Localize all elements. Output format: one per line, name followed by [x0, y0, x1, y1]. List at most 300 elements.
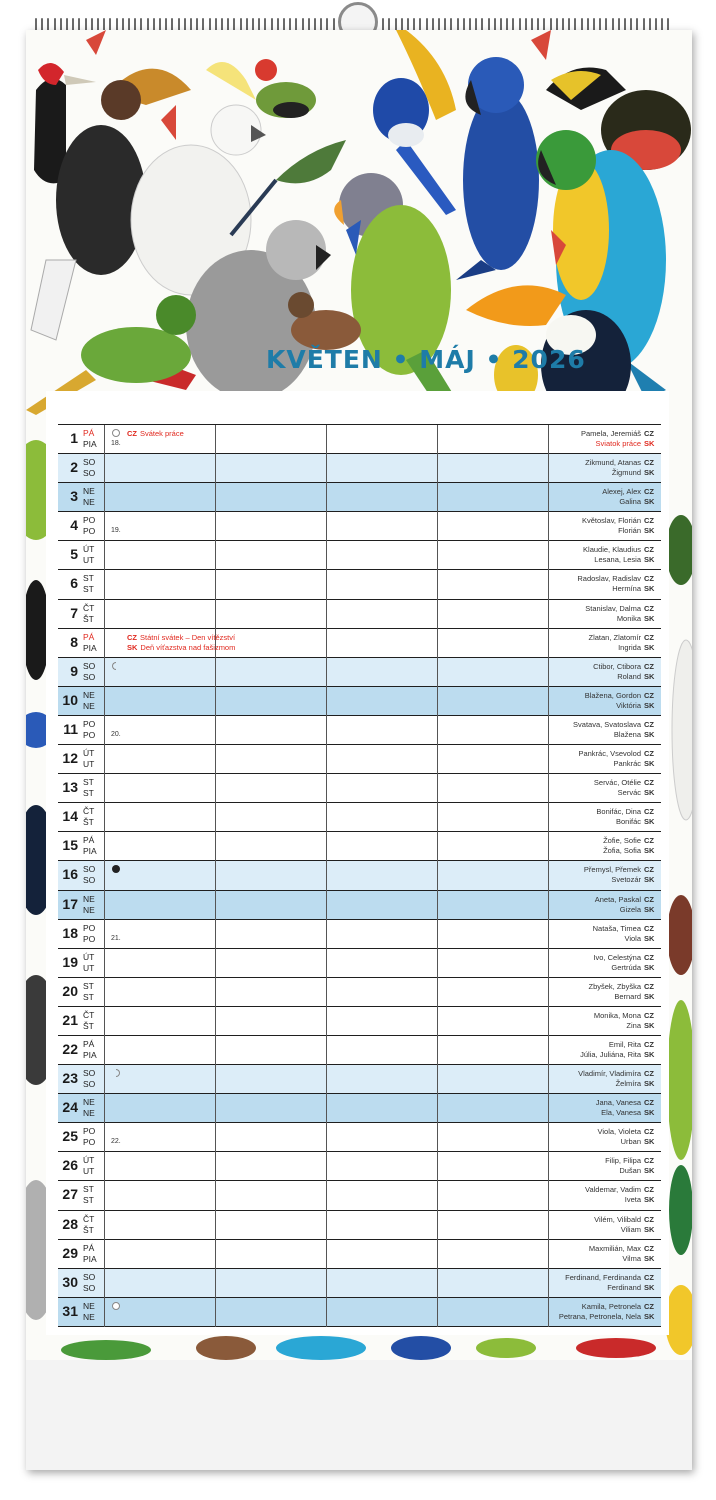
day-row[interactable]: [58, 978, 661, 1007]
column-divider: [548, 600, 549, 629]
column-divider: [326, 1298, 327, 1327]
day-abbr-cz: PO: [83, 922, 96, 933]
day-row[interactable]: [58, 687, 661, 716]
name-day-lang-cz: CZ: [644, 1069, 654, 1079]
day-abbreviation: [83, 894, 95, 916]
name-day-lang-sk: SK: [644, 933, 655, 943]
leaf-decoration: [86, 30, 106, 55]
name-days: [565, 1273, 657, 1293]
column-divider: [437, 425, 438, 454]
column-divider: [104, 454, 105, 483]
day-abbreviation: [83, 603, 94, 625]
column-divider: [437, 1269, 438, 1298]
name-days: [596, 1098, 657, 1118]
day-abbreviation: [83, 486, 95, 508]
name-day-lang-cz: CZ: [644, 1156, 654, 1166]
column-divider: [104, 1181, 105, 1210]
column-divider: [215, 483, 216, 512]
column-divider: [326, 1065, 327, 1094]
day-number: 6: [70, 575, 78, 592]
column-divider: [326, 1211, 327, 1240]
column-divider: [104, 1007, 105, 1036]
column-divider: [326, 1094, 327, 1123]
name-day-sk: Ela, Vanesa: [601, 1108, 641, 1118]
name-day-cz: Klaudie, Klaudius: [583, 545, 641, 555]
day-number: 21: [62, 1011, 78, 1028]
day-number: 26: [62, 1157, 78, 1174]
name-day-lang-cz: CZ: [644, 981, 654, 991]
day-row[interactable]: [58, 1240, 661, 1269]
moon-phase-full-icon: [112, 1302, 120, 1310]
day-number: 15: [62, 837, 78, 854]
name-day-sk: Iveta: [624, 1195, 641, 1205]
day-number: 22: [62, 1040, 78, 1057]
day-abbreviation: [83, 835, 97, 857]
name-days: [581, 429, 657, 449]
day-row[interactable]: [58, 716, 661, 745]
day-abbr-cz: ST: [83, 1184, 94, 1195]
bottom-bird-5: [476, 1338, 536, 1358]
side-bird-right-2: [667, 895, 692, 975]
name-day-cz: Zlatan, Zlatomír: [588, 632, 641, 642]
name-day-sk: Urban: [620, 1137, 641, 1147]
column-divider: [326, 1152, 327, 1181]
day-row[interactable]: [58, 570, 661, 599]
day-abbr-sk: SO: [83, 671, 96, 682]
day-abbr-sk: UT: [83, 759, 95, 770]
day-number: 19: [62, 953, 78, 970]
day-abbreviation: [83, 1010, 94, 1032]
column-divider: [548, 920, 549, 949]
day-number: 12: [62, 750, 78, 767]
day-abbr-cz: ÚT: [83, 544, 95, 555]
name-day-sk: Petrana, Petronela, Nela: [558, 1311, 641, 1321]
column-divider: [215, 1152, 216, 1181]
name-day-lang-cz: CZ: [644, 487, 654, 497]
name-days: [584, 865, 657, 885]
column-divider: [326, 629, 327, 658]
column-divider: [215, 891, 216, 920]
column-divider: [104, 658, 105, 687]
day-abbr-sk: UT: [83, 1166, 95, 1177]
name-day-lang-cz: CZ: [644, 719, 654, 729]
name-day-cz: Žofie, Sofie: [603, 836, 641, 846]
column-divider: [104, 600, 105, 629]
column-divider: [548, 716, 549, 745]
planner-grid: [58, 424, 661, 1327]
column-divider: [326, 570, 327, 599]
name-day-lang-sk: SK: [644, 788, 655, 798]
day-row[interactable]: [58, 832, 661, 861]
column-divider: [437, 920, 438, 949]
column-divider: [437, 774, 438, 803]
day-number: 7: [70, 604, 78, 621]
day-row[interactable]: [58, 1211, 661, 1240]
column-divider: [326, 920, 327, 949]
name-day-sk: Monika: [616, 613, 641, 623]
name-day-lang-sk: SK: [644, 468, 655, 478]
column-divider: [104, 1240, 105, 1269]
column-divider: [437, 1240, 438, 1269]
day-abbr-sk: ST: [83, 1195, 94, 1206]
day-number: 18: [62, 924, 78, 941]
name-day-lang-sk: SK: [644, 1224, 655, 1234]
day-row[interactable]: [58, 949, 661, 978]
column-divider: [548, 512, 549, 541]
week-number: 19.: [111, 527, 121, 535]
column-divider: [437, 1036, 438, 1065]
day-abbr-cz: SO: [83, 457, 96, 468]
column-divider: [437, 541, 438, 570]
column-divider: [548, 978, 549, 1007]
column-divider: [215, 687, 216, 716]
day-row[interactable]: [58, 1094, 661, 1123]
day-abbreviation: [83, 573, 94, 595]
name-day-lang-cz: CZ: [644, 807, 654, 817]
moon-phase-new-icon: [112, 865, 120, 873]
column-divider: [215, 541, 216, 570]
sparrow-bird: [288, 292, 361, 350]
column-divider: [215, 949, 216, 978]
day-abbr-sk: NE: [83, 700, 95, 711]
firetail-finch-bird: [255, 59, 316, 118]
name-day-cz: Jana, Vanesa: [595, 1098, 641, 1108]
day-row[interactable]: [58, 920, 661, 949]
day-abbr-cz: ÚT: [83, 748, 95, 759]
name-day-cz: Ctibor, Ctibora: [593, 661, 641, 671]
day-abbr-sk: ŠT: [83, 1020, 94, 1031]
day-number: 9: [70, 662, 78, 679]
column-divider: [104, 891, 105, 920]
name-day-lang-cz: CZ: [644, 1185, 654, 1195]
day-abbr-sk: PO: [83, 1137, 96, 1148]
day-abbr-cz: NE: [83, 689, 95, 700]
column-divider: [326, 1240, 327, 1269]
day-row[interactable]: [58, 1036, 661, 1065]
column-divider: [215, 1094, 216, 1123]
day-abbr-sk: PO: [83, 933, 96, 944]
column-divider: [437, 483, 438, 512]
day-abbreviation: [83, 1184, 94, 1206]
day-abbreviation: [83, 1272, 95, 1294]
name-days: [594, 1011, 657, 1031]
day-row[interactable]: [58, 1298, 661, 1327]
name-day-sk: Vilma: [622, 1253, 641, 1263]
day-abbr-sk: PO: [83, 729, 96, 740]
name-days: [559, 1302, 657, 1322]
column-divider: [437, 949, 438, 978]
column-divider: [104, 687, 105, 716]
column-divider: [215, 512, 216, 541]
name-days: [596, 807, 657, 827]
day-abbreviation: [83, 1039, 97, 1061]
day-abbr-cz: ST: [83, 980, 94, 991]
column-divider: [215, 1240, 216, 1269]
name-days: [605, 1156, 657, 1176]
column-divider: [326, 425, 327, 454]
holiday-lang-cz: CZ: [127, 632, 137, 642]
column-divider: [548, 949, 549, 978]
day-row[interactable]: [58, 600, 661, 629]
name-days: [588, 633, 657, 653]
bottom-bird-4: [391, 1336, 451, 1360]
name-day-cz: Filip, Filipa: [605, 1156, 641, 1166]
column-divider: [104, 745, 105, 774]
column-divider: [104, 949, 105, 978]
column-divider: [215, 1065, 216, 1094]
holiday-note: [127, 429, 184, 439]
name-day-cz: Valdemar, Vadim: [585, 1185, 641, 1195]
column-divider: [104, 920, 105, 949]
name-day-sk: Viola: [624, 933, 641, 943]
name-day-cz: Zikmund, Atanas: [585, 458, 641, 468]
day-row[interactable]: [58, 658, 661, 687]
name-day-lang-cz: CZ: [644, 1301, 654, 1311]
holiday-cz: Svátek práce: [140, 429, 184, 438]
hyacinth-macaw-bird: [456, 57, 539, 280]
column-divider: [437, 1152, 438, 1181]
day-abbr-sk: PIA: [83, 439, 97, 449]
name-day-lang-sk: SK: [644, 904, 655, 914]
column-divider: [215, 745, 216, 774]
day-number: 3: [70, 488, 78, 505]
name-day-lang-cz: CZ: [644, 1127, 654, 1137]
name-day-lang-cz: CZ: [644, 778, 654, 788]
day-abbreviation: [83, 544, 94, 566]
column-divider: [104, 1269, 105, 1298]
day-number: 14: [62, 808, 78, 825]
day-row[interactable]: [58, 1181, 661, 1210]
day-abbr-cz: ČT: [83, 806, 95, 817]
day-number: 25: [62, 1128, 78, 1145]
name-day-lang-sk: SK: [644, 555, 655, 565]
day-row[interactable]: [58, 1065, 661, 1094]
name-day-cz: Aneta, Paskal: [594, 894, 641, 904]
name-day-lang-cz: CZ: [644, 1039, 654, 1049]
column-divider: [215, 1007, 216, 1036]
name-day-sk: Želmíra: [615, 1079, 641, 1089]
day-row[interactable]: [58, 425, 661, 454]
name-days: [603, 836, 657, 856]
day-row[interactable]: [58, 512, 661, 541]
name-day-cz: Nataša, Timea: [592, 923, 641, 933]
column-divider: [104, 1211, 105, 1240]
column-divider: [326, 803, 327, 832]
column-divider: [215, 1123, 216, 1152]
name-day-lang-cz: CZ: [644, 865, 654, 875]
name-day-lang-cz: CZ: [644, 923, 654, 933]
column-divider: [326, 861, 327, 890]
day-abbr-cz: ÚT: [83, 951, 95, 962]
name-day-sk: Gertrúda: [611, 962, 641, 972]
day-row[interactable]: [58, 1007, 661, 1036]
column-divider: [215, 978, 216, 1007]
bottom-bird-3: [276, 1336, 366, 1360]
day-abbr-sk: ŠT: [83, 817, 94, 828]
day-abbreviation: [83, 1126, 95, 1148]
name-day-cz: Pankrác, Vsevolod: [578, 749, 641, 759]
day-abbreviation: [83, 981, 94, 1003]
side-bird-right-3: [669, 1165, 692, 1255]
moon-phase-full-icon: [112, 429, 120, 437]
name-day-cz: Emil, Rita: [608, 1039, 641, 1049]
day-abbr-cz: NE: [83, 893, 95, 904]
name-days: [578, 749, 657, 769]
name-day-sk: Sviatok práce: [595, 439, 641, 448]
column-divider: [548, 774, 549, 803]
column-divider: [548, 570, 549, 599]
name-day-lang-cz: CZ: [644, 1272, 654, 1282]
column-divider: [104, 1152, 105, 1181]
day-row[interactable]: [58, 483, 661, 512]
name-day-cz: Ivo, Celestýna: [593, 952, 641, 962]
name-day-lang-sk: SK: [644, 817, 655, 827]
name-day-lang-sk: SK: [644, 991, 655, 1001]
column-divider: [215, 861, 216, 890]
day-abbreviation: [83, 777, 94, 799]
column-divider: [437, 1007, 438, 1036]
day-abbr-cz: PÁ: [83, 1242, 95, 1253]
column-divider: [104, 803, 105, 832]
name-day-sk: Gizela: [619, 904, 641, 914]
name-day-sk: Bernard: [614, 991, 641, 1001]
day-number: 10: [62, 691, 78, 708]
name-day-sk: Roland: [617, 671, 641, 681]
column-divider: [326, 1007, 327, 1036]
day-row[interactable]: [58, 774, 661, 803]
column-divider: [104, 716, 105, 745]
name-day-sk: Dušan: [619, 1166, 641, 1176]
name-days: [577, 574, 657, 594]
name-day-lang-sk: SK: [644, 1108, 655, 1118]
name-day-lang-sk: SK: [644, 846, 655, 856]
day-abbreviation: [83, 923, 95, 945]
month-title: KVĚTEN • MÁJ • 2026: [266, 345, 586, 374]
day-abbr-cz: NE: [83, 486, 95, 497]
column-divider: [548, 1007, 549, 1036]
name-day-cz: Vilém, Vilibald: [594, 1214, 641, 1224]
column-divider: [215, 774, 216, 803]
name-day-cz: Viola, Violeta: [597, 1127, 641, 1137]
day-row[interactable]: [58, 1123, 661, 1152]
name-day-lang-sk: SK: [644, 1195, 655, 1205]
day-abbreviation: [83, 457, 95, 479]
day-abbr-sk: UT: [83, 962, 95, 973]
name-day-lang-cz: CZ: [644, 516, 654, 526]
day-row[interactable]: [58, 861, 661, 890]
day-abbr-cz: ST: [83, 573, 94, 584]
day-number: 30: [62, 1273, 78, 1290]
name-day-lang-sk: SK: [644, 875, 655, 885]
column-divider: [548, 658, 549, 687]
column-divider: [104, 1123, 105, 1152]
column-divider: [215, 1211, 216, 1240]
day-row[interactable]: [58, 454, 661, 483]
column-divider: [437, 1298, 438, 1327]
day-number: 24: [62, 1099, 78, 1116]
name-day-lang-cz: CZ: [644, 458, 654, 468]
column-divider: [215, 1036, 216, 1065]
column-divider: [548, 1269, 549, 1298]
day-row[interactable]: [58, 1152, 661, 1181]
name-days: [573, 720, 657, 740]
day-row[interactable]: [58, 803, 661, 832]
column-divider: [215, 425, 216, 454]
name-days: [597, 1127, 657, 1147]
column-divider: [437, 1211, 438, 1240]
holiday-note: [127, 633, 235, 653]
day-abbr-cz: NE: [83, 1300, 95, 1311]
column-divider: [104, 541, 105, 570]
name-day-lang-cz: CZ: [644, 952, 654, 962]
column-divider: [437, 891, 438, 920]
name-days: [582, 516, 657, 536]
name-days: [588, 982, 657, 1002]
day-row[interactable]: [58, 745, 661, 774]
day-row[interactable]: [58, 541, 661, 570]
column-divider: [104, 1094, 105, 1123]
column-divider: [326, 891, 327, 920]
name-day-cz: Stanislav, Dalma: [585, 603, 641, 613]
name-day-sk: Viktória: [616, 700, 641, 710]
day-abbr-sk: NE: [83, 1311, 95, 1322]
name-day-sk: Viliam: [620, 1224, 641, 1234]
planner-panel: [46, 391, 669, 1335]
day-abbr-cz: PÁ: [83, 428, 95, 438]
day-row[interactable]: [58, 1269, 661, 1298]
column-divider: [326, 774, 327, 803]
name-day-cz: Bonifác, Dina: [596, 807, 641, 817]
day-row[interactable]: [58, 891, 661, 920]
name-days: [585, 604, 657, 624]
name-day-sk: Ingrida: [618, 642, 641, 652]
column-divider: [548, 1152, 549, 1181]
day-number: 8: [70, 633, 78, 650]
column-divider: [326, 832, 327, 861]
day-abbreviation: [83, 1301, 95, 1323]
day-abbr-cz: NE: [83, 1097, 95, 1108]
column-divider: [437, 716, 438, 745]
name-days: [593, 662, 657, 682]
name-day-cz: Pamela, Jeremiáš: [580, 429, 641, 438]
column-divider: [437, 803, 438, 832]
day-abbr-cz: PO: [83, 718, 96, 729]
column-divider: [326, 600, 327, 629]
day-abbr-sk: NE: [83, 904, 95, 915]
day-number: 31: [62, 1302, 78, 1319]
name-day-sk: Ferdinand: [607, 1282, 641, 1292]
name-days: [589, 1244, 657, 1264]
column-divider: [104, 512, 105, 541]
column-divider: [548, 1065, 549, 1094]
name-day-cz: Alexej, Alex: [602, 487, 641, 497]
column-divider: [326, 1036, 327, 1065]
name-days: [585, 691, 657, 711]
day-abbr-sk: NE: [83, 1108, 95, 1119]
column-divider: [326, 978, 327, 1007]
column-divider: [548, 541, 549, 570]
name-day-cz: Vladimír, Vladimíra: [578, 1069, 641, 1079]
day-abbr-cz: ST: [83, 777, 94, 788]
column-divider: [437, 978, 438, 1007]
column-divider: [215, 1298, 216, 1327]
side-bird-right-1: [666, 515, 692, 585]
hummingbird-bird: [276, 140, 346, 183]
column-divider: [104, 774, 105, 803]
day-row[interactable]: [58, 629, 661, 658]
day-abbr-sk: SO: [83, 1282, 96, 1293]
name-days: [593, 953, 657, 973]
